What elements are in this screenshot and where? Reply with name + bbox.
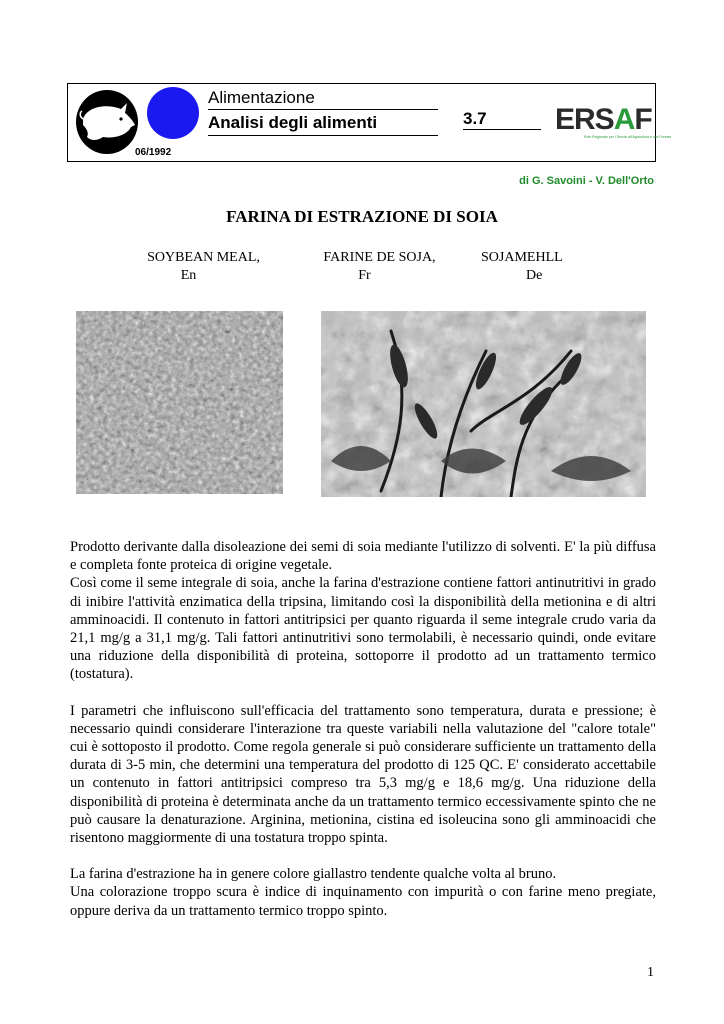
page-number: 1 xyxy=(647,965,654,980)
translation-de xyxy=(481,249,591,285)
soybean-plant-photo xyxy=(321,311,646,497)
translation-lang: Fr xyxy=(358,268,371,283)
ersaf-logo: ERSAF Ente Regionale per i Servizi all'Agricoltura e alle Foreste xyxy=(555,103,672,139)
header-subtitle: Analisi degli alimenti xyxy=(208,112,438,136)
paragraph: Prodotto derivante dalla disoleazione dei semi di soia mediante l'utilizzo di solventi. E' la più diffusa e completa fonte proteica di origine vegetale. xyxy=(70,539,656,574)
translation-name: SOYBEAN MEAL, xyxy=(147,250,260,265)
soybean-meal-photo xyxy=(76,311,283,494)
document-header xyxy=(67,83,672,162)
translation-fr xyxy=(312,249,447,285)
paragraph: La farina d'estrazione ha in genere colore giallastro tendente qualche volta al bruno. xyxy=(70,866,557,883)
paragraph: I parametri che influiscono sull'efficacia del trattamento sono temperatura, durata e pressione; è necessario quindi considerare l'interazione tra queste variabili nella valutazione del "calore totale" cui è sottoposto il prodotto. Come regola generale si può considerare sufficiente un trattamento della durata di 3-5 min, che determini una temperatura del prodotto di 125 QC. E' considerato accettabile un contenuto in fattori antitripsici compreso tra 5,3 mg/g e 18,6 mg/g. Una riduzione della disponibilità di proteina è determinata anche da un trattamento termico eccessivamente spinto che ne può causare la denaturazione. Arginina, metionina, cistina ed isoleucina sono gli amminoacidi che risentono maggiormente di una tostatura troppo spinta. xyxy=(70,702,656,847)
header-date: 06/1992 xyxy=(135,147,172,158)
body-text xyxy=(70,538,656,920)
paragraph: Una colorazione troppo scura è indice di inquinamento con impurità o con farine meno pregiate, oppure deriva da un trattamento termico troppo spinto. xyxy=(70,884,656,919)
translation-name: SOJAMEHLL xyxy=(481,250,563,265)
header-category: Alimentazione xyxy=(208,87,438,110)
paragraph: Così come il seme integrale di soia, anche la farina d'estrazione contiene fattori antinutritivi in grado di inibire l'attività enzimatica della tripsina, limitando così la disponibilità della metionina e di altri amminoacidi. Il contenuto in fattori antitripsici per quanto riguarda il seme integrale crudo varia da 21,1 mg/g a 31,1 mg/g. Tali fattori antinutritivi sono termolabili, è necessario quindi, onde evitare una riduzione della disponibilità di proteina, sottoporre il prodotto ad un trattamento termico (tostatura). xyxy=(70,575,656,683)
pig-logo-icon xyxy=(75,89,139,155)
translation-en xyxy=(136,249,271,285)
blue-circle-logo xyxy=(147,87,199,139)
translation-name: FARINE DE SOJA, xyxy=(323,250,436,265)
header-number: 3.7 xyxy=(463,109,541,130)
page-title: FARINA DI ESTRAZIONE DI SOIA xyxy=(226,207,498,226)
translation-lang: De xyxy=(526,268,543,283)
ersaf-subtitle: Ente Regionale per i Servizi all'Agricoltura e alle Foreste xyxy=(584,135,672,139)
translation-lang: En xyxy=(180,268,197,283)
authors: di G. Savoini - V. Dell'Orto xyxy=(519,175,654,187)
